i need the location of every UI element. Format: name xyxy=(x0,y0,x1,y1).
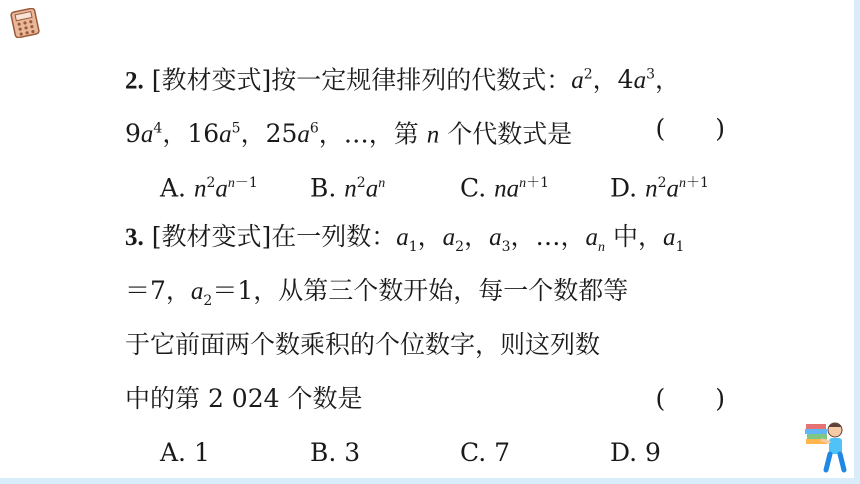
q2-number: 2. xyxy=(125,67,144,95)
q3-line-4 xyxy=(125,372,745,426)
q2-option-a[interactable]: A. $n^2a^{n-1}$ xyxy=(160,173,258,203)
q3-stem-2: ＝7， xyxy=(125,276,191,305)
q2-options xyxy=(125,156,745,210)
q2-sequence-start: $a^2$，$4a^3$， xyxy=(571,65,680,95)
q2-option-b[interactable]: B. $n^2a^n$ xyxy=(310,173,386,203)
q3-option-b[interactable]: B. 3 xyxy=(310,438,361,467)
q2-sequence-cont: $9a^4$，$16a^5$，$25a^6$ xyxy=(125,119,319,149)
q2-option-d[interactable]: D. $n^2a^{n+1}$ xyxy=(610,173,709,203)
q3-stem-1-mid: 中， xyxy=(613,222,664,251)
q2-line-1 xyxy=(125,48,745,102)
q3-answer-paren: ( ) xyxy=(655,384,725,413)
q3-line-1: 3. [教材变式]在一列数：$a_1$，$a_2$，$a_3$，…，$a_n$ 中，$a_1$ xyxy=(125,222,685,255)
q3-stem-1: 在一列数： xyxy=(271,222,397,251)
q2-tag: [教材变式] xyxy=(151,65,272,95)
q2-answer-paren: ( ) xyxy=(655,114,725,143)
q3-options xyxy=(125,426,745,480)
q3-number: 3. xyxy=(125,224,144,251)
q3-option-c[interactable]: C. 7 xyxy=(460,438,511,467)
q3-option-d[interactable]: D. 9 xyxy=(610,438,661,467)
q3-stem-4: 中的第 2 024 个数是 xyxy=(125,384,363,413)
q3-stem-2b: ＝1，从第三个数开始，每一个数都等 xyxy=(212,276,629,305)
q3-stem-3: 于它前面两个数乘积的个位数字，则这列数 xyxy=(125,330,601,359)
student-carrying-books-icon xyxy=(802,420,852,476)
q2-option-c[interactable]: C. $na^{n+1}$ xyxy=(460,173,550,203)
q2-stem-2-end: 个代数式是 xyxy=(447,119,573,149)
q2-stem-2-tail: ，…，第 xyxy=(318,119,419,149)
calculator-icon xyxy=(10,8,40,38)
q2-stem-1: 按一定规律排列的代数式： xyxy=(271,65,572,95)
q3-line-3 xyxy=(125,318,745,372)
q3-tag: [教材变式] xyxy=(151,222,272,251)
q3-line-2: ＝7，$a_2=1$，从第三个数开始，每一个数都等 xyxy=(125,276,629,309)
q2-line-2: $9a^4$，$16a^5$，$25a^6$，…，第 n 个代数式是 ( ) xyxy=(125,102,745,156)
q3-option-a[interactable]: A. 1 xyxy=(160,438,210,467)
q3-sequence: $a_1$，$a_2$，$a_3$，…，$a_n$ xyxy=(396,222,606,255)
question-content xyxy=(125,48,745,480)
